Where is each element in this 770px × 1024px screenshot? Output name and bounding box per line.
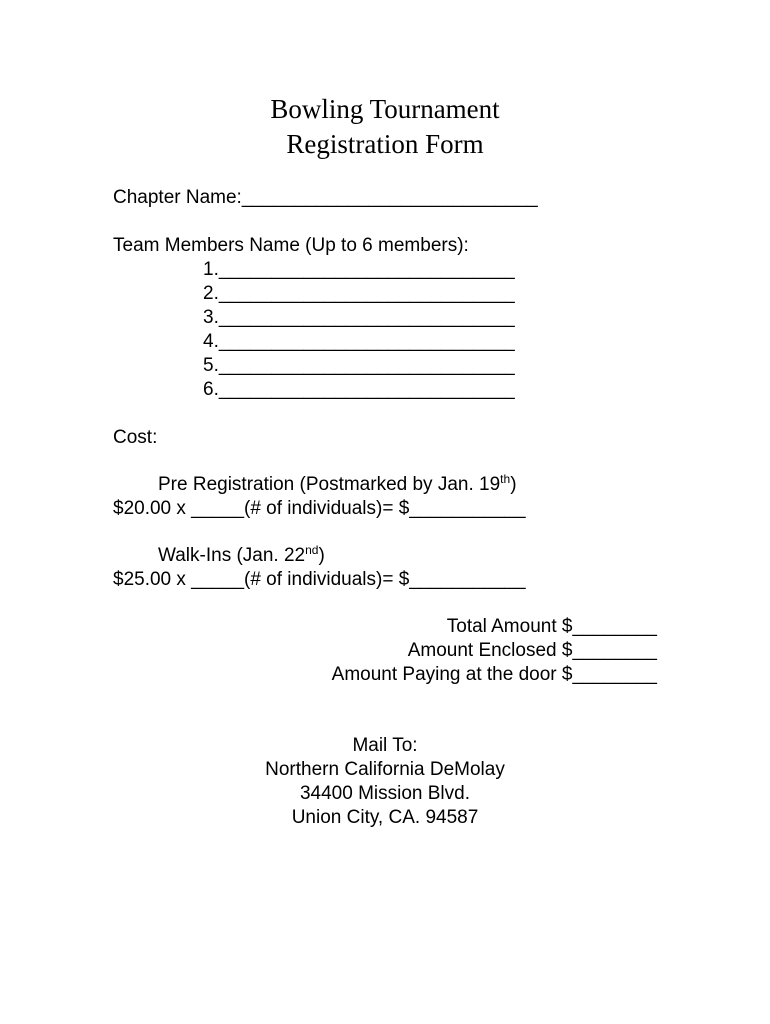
team-member-6[interactable]: 6.____________________________ [203,379,515,400]
team-member-5[interactable]: 5.____________________________ [203,355,515,376]
chapter-name-label: Chapter Name: [113,187,242,208]
pre-registration-formula[interactable]: $20.00 x _____(# of individuals)= $___________ [113,498,526,519]
mail-to-name: Northern California DeMolay [265,759,505,780]
mail-to-label: Mail To: [352,735,418,756]
mail-to-street: 34400 Mission Blvd. [299,783,471,804]
walk-ins-text: Walk-Ins (Jan. 22 [158,545,306,566]
amount-paying-door-field[interactable]: Amount Paying at the door $________ [331,664,657,685]
title-line-1: Bowling Tournament [270,94,500,124]
chapter-name-blank[interactable]: ____________________________ [241,187,538,208]
walk-ins-close: ) [318,545,325,566]
pre-registration-close: ) [510,474,517,495]
team-member-4[interactable]: 4.____________________________ [203,331,515,352]
team-member-3[interactable]: 3.____________________________ [203,307,515,328]
pre-registration-text: Pre Registration (Postmarked by Jan. 19 [158,474,501,495]
chapter-name-field[interactable] [113,186,538,210]
pre-registration-sup: th [500,472,511,486]
team-member-2[interactable]: 2.____________________________ [203,283,515,304]
amount-enclosed-field[interactable]: Amount Enclosed $________ [407,640,657,661]
walk-ins-heading [158,544,325,568]
team-members-label: Team Members Name (Up to 6 members): [113,235,469,256]
walk-ins-sup: nd [305,543,319,557]
title-line-2: Registration Form [286,129,484,159]
walk-ins-formula[interactable]: $25.00 x _____(# of individuals)= $___________ [113,569,526,590]
cost-label: Cost: [113,427,158,448]
pre-registration-heading [158,473,517,497]
mail-to-city: Union City, CA. 94587 [291,807,479,828]
total-amount-field[interactable]: Total Amount $________ [446,616,657,637]
team-member-1[interactable]: 1.____________________________ [203,259,515,280]
